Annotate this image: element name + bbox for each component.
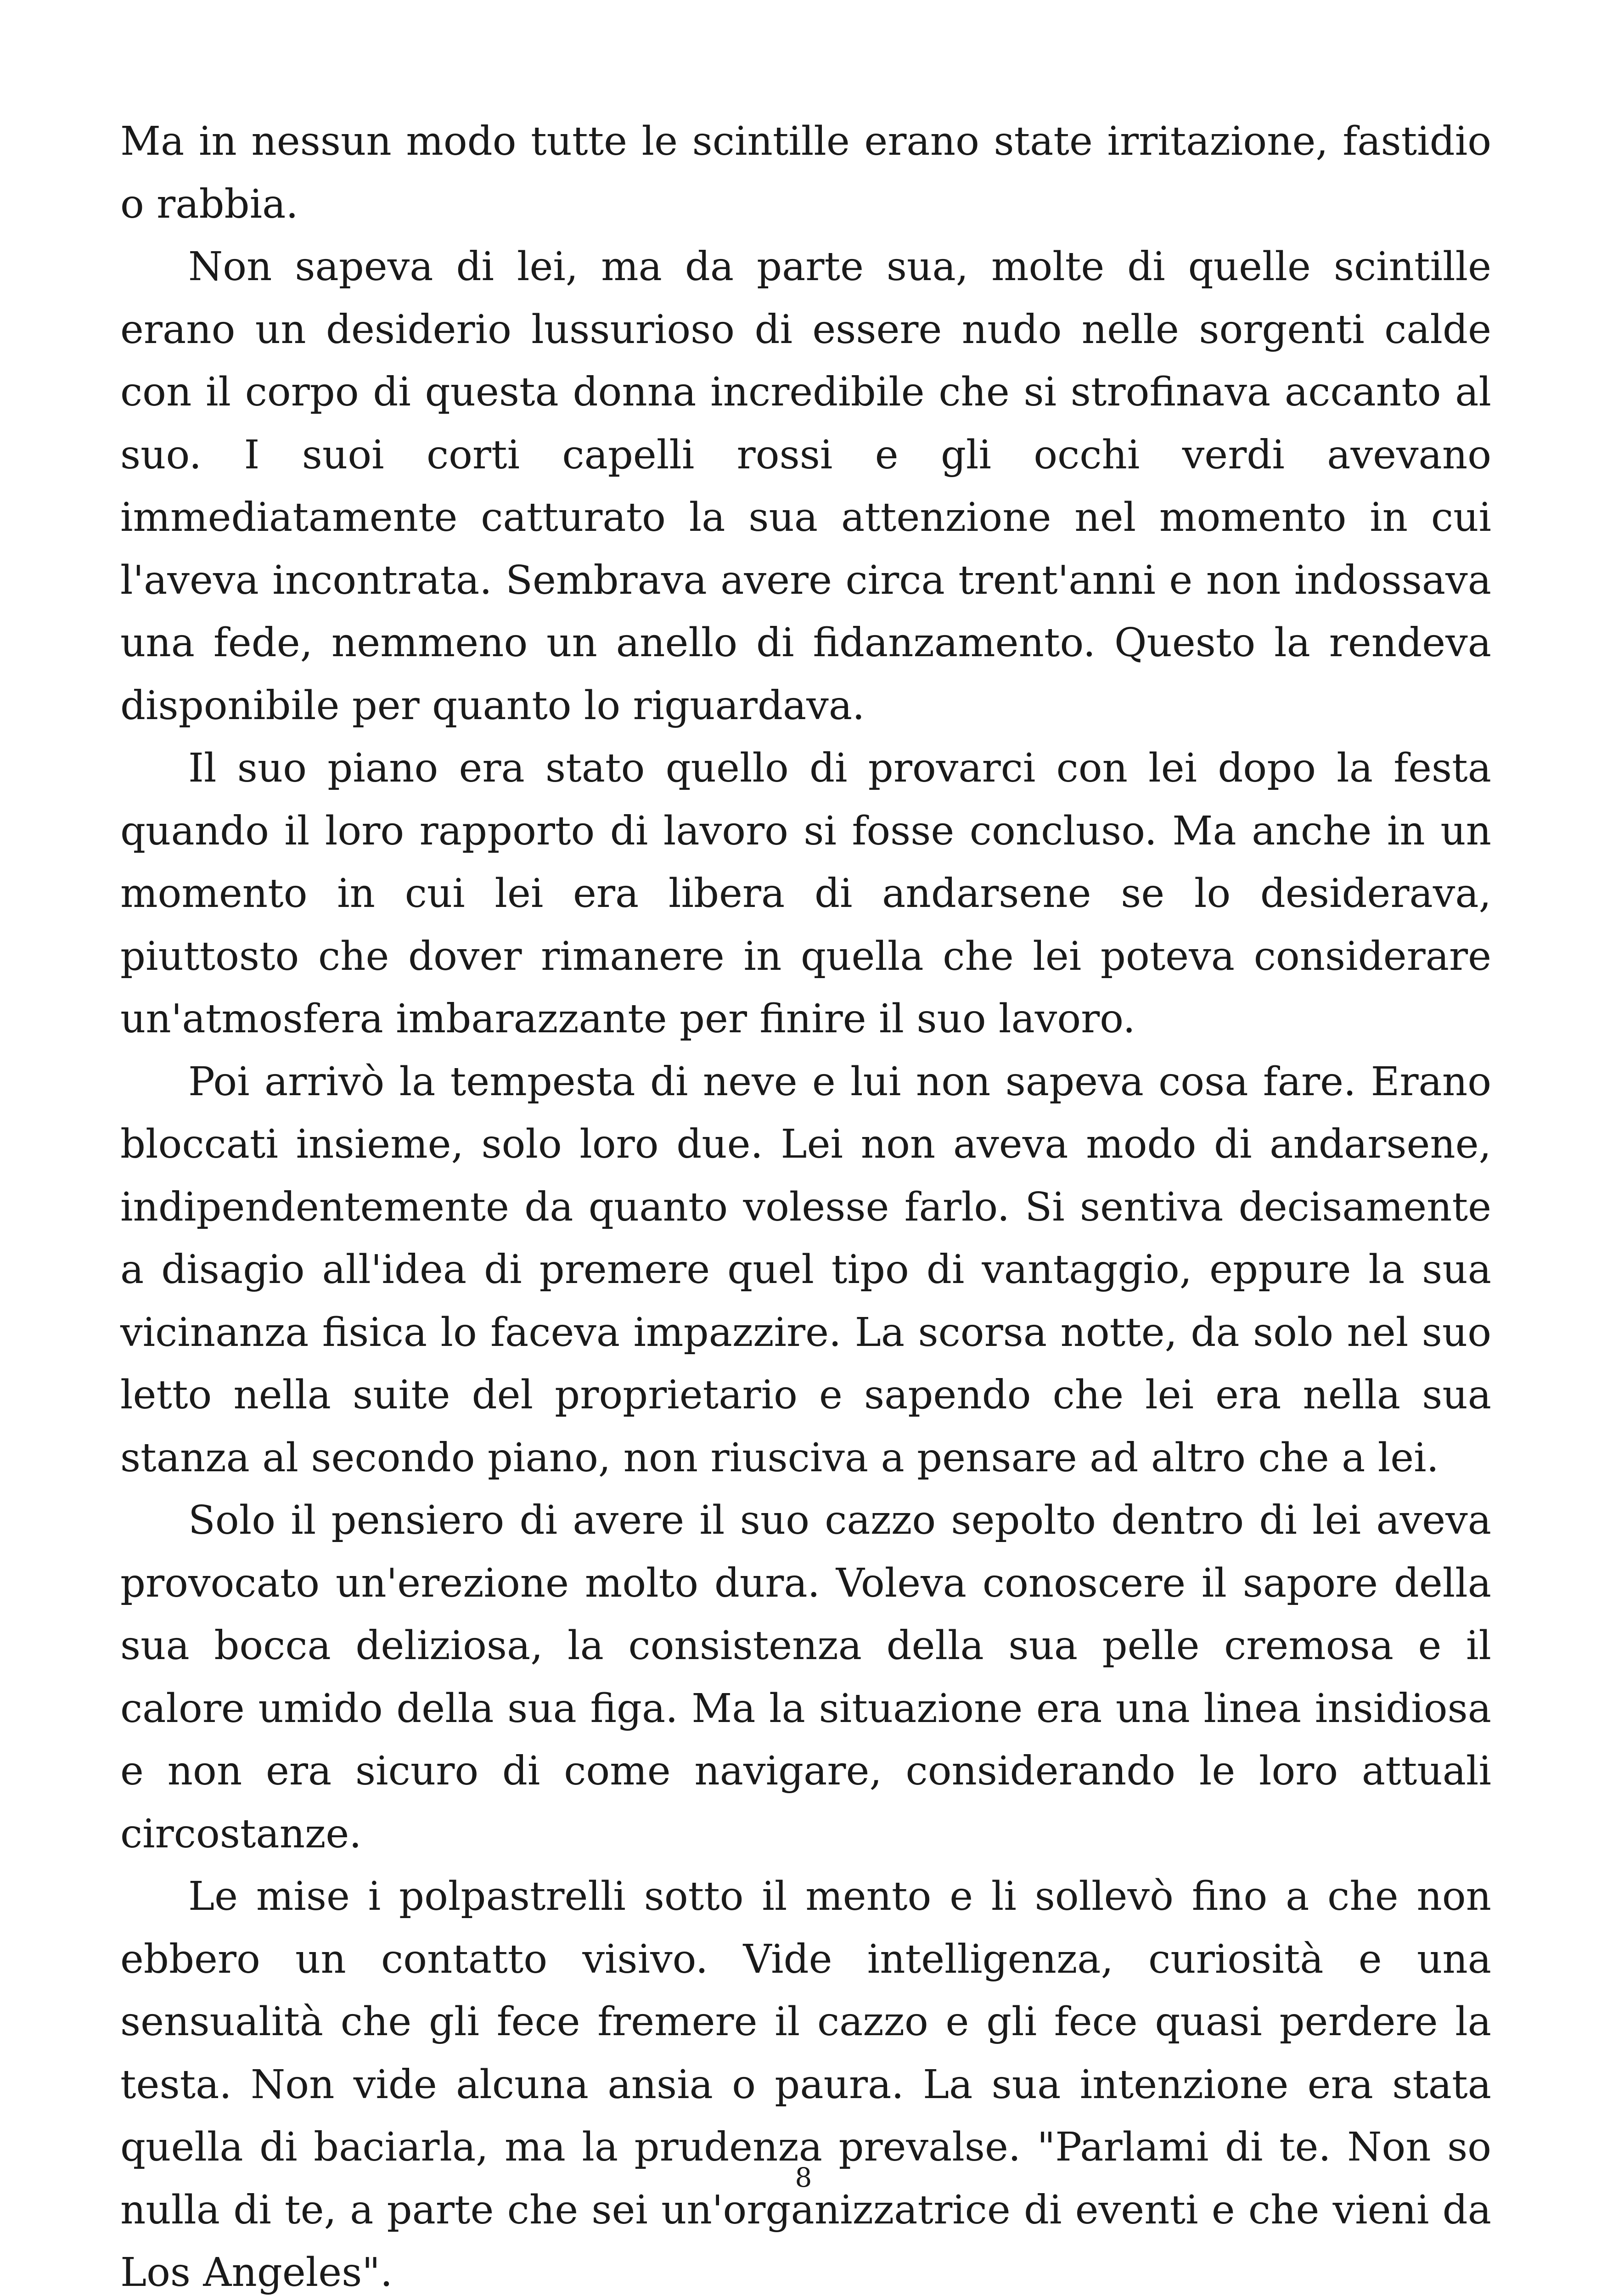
paragraph-1: Ma in nessun modo tutte le scintille erano state irritazione, fastidio o rabbia. [120, 118, 1491, 227]
paragraph-5: Solo il pensiero di avere il suo cazzo sepolto dentro di lei aveva provocato un'erezione molto dura. Voleva conoscere il sapore della sua bocca deliziosa, la consistenza della sua pelle cremosa e il calore umido della sua figa. Ma la situazione era una linea insidiosa e non era sicuro di come navigare, considerando le loro attuali circostanze. [120, 1497, 1491, 1857]
body-text [120, 110, 1491, 2296]
paragraph-2: Non sapeva di lei, ma da parte sua, molte di quelle scintille erano un desiderio lussurioso di essere nudo nelle sorgenti calde con il corpo di questa donna incredibile che si strofinava accanto al suo. I suoi corti capelli rossi e gli occhi verdi avevano immediatamente catturato la sua attenzione nel momento in cui l'aveva incontrata. Sembrava avere circa trent'anni e non indossava una fede, nemmeno un anello di fidanzamento. Questo la rendeva disponibile per quanto lo riguardava. [120, 244, 1491, 729]
page-number: 8 [795, 2162, 812, 2193]
paragraph-3: Il suo piano era stato quello di provarci con lei dopo la festa quando il loro rapporto di lavoro si fosse concluso. Ma anche in un momento in cui lei era libera di andarsene se lo desiderava, piuttosto che dover rimanere in quella che lei poteva considerare un'atmosfera imbarazzante per finire il suo lavoro. [120, 745, 1491, 1042]
paragraph-4: Poi arrivò la tempesta di neve e lui non sapeva cosa fare. Erano bloccati insieme, solo loro due. Lei non aveva modo di andarsene, indipendentemente da quanto volesse farlo. Si sentiva decisamente a disagio all'idea di premere quel tipo di vantaggio, eppure la sua vicinanza fisica lo faceva impazzire. La scorsa notte, da solo nel suo letto nella suite del proprietario e sapendo che lei era nella sua stanza al secondo piano, non riusciva a pensare ad altro che a lei. [120, 1058, 1491, 1481]
paragraph-6: Le mise i polpastrelli sotto il mento e li sollevò fino a che non ebbero un contatto visivo. Vide intelligenza, curiosità e una sensualità che gli fece fremere il cazzo e gli fece quasi perdere la testa. Non vide alcuna ansia o paura. La sua intenzione era stata quella di baciarla, ma la prudenza prevalse. "Parlami di te. Non so nulla di te, a parte che sei un'organizzatrice di eventi e che vieni da Los Angeles". [120, 1874, 1491, 2296]
